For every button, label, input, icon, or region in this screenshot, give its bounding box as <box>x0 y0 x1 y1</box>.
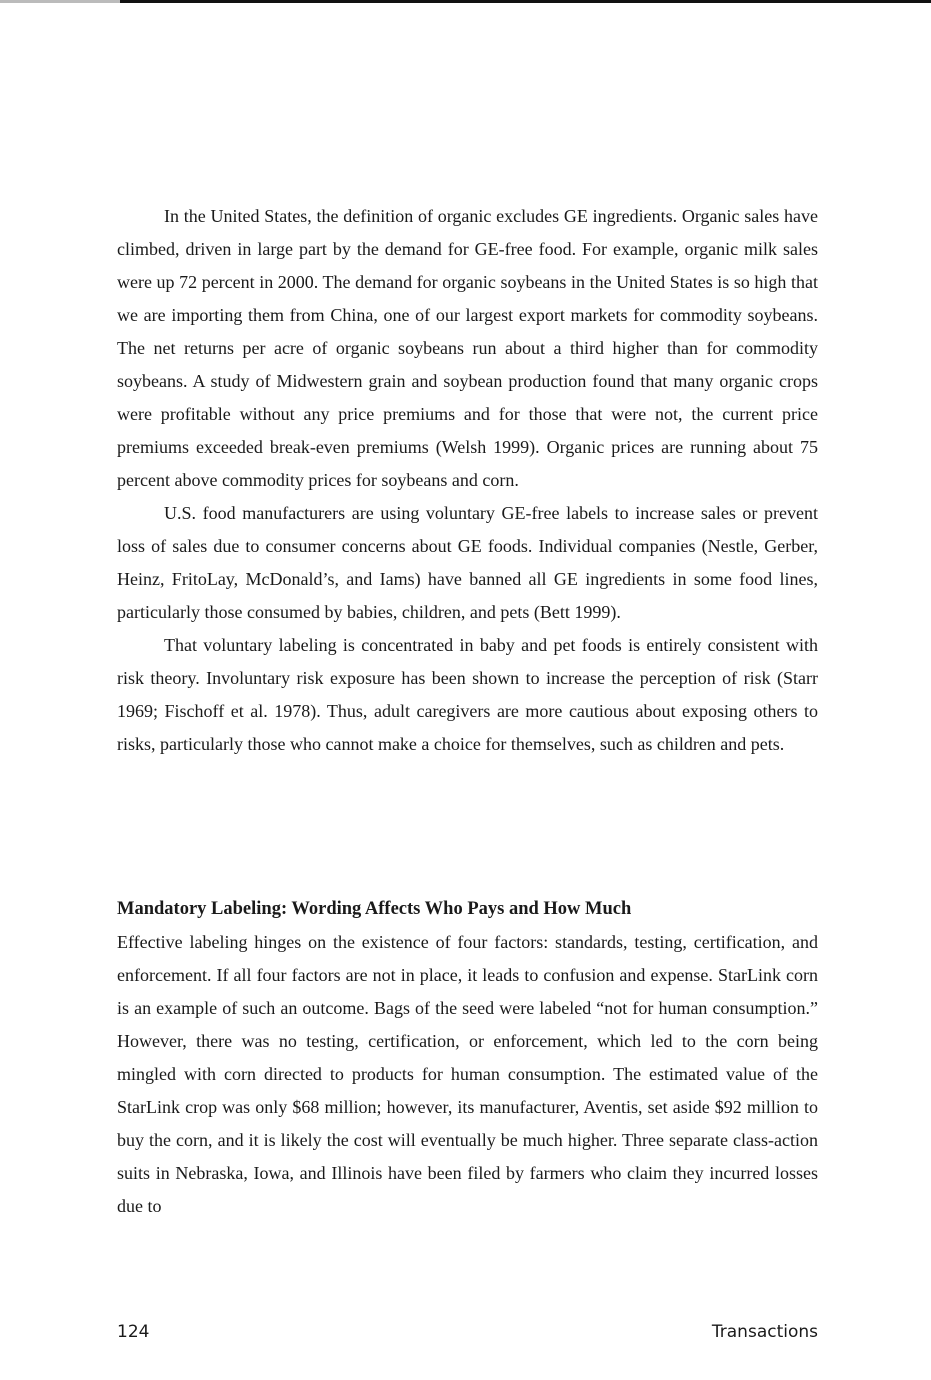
paragraph-organic-sales: In the United States, the definition of organic excludes GE ingredients. Organic sales have climbed, driven in large part by the demand for GE-free food. For example, organic milk sales were up 72 percent in 2000. The demand for organic soybeans in the United States is so high that we are importing them from China, one of our largest export markets for commodity soybeans. The net returns per acre of organic soybeans run about a third higher than for commodity soybeans. A study of Midwestern grain and soybean production found that many organic crops were profitable without any price premiums and for those that were not, the current price premiums exceeded break-even premiums (Welsh 1999). Organic prices are running about 75 percent above commodity prices for soybeans and corn. <box>117 206 818 490</box>
section-mandatory-labeling <box>117 893 818 1223</box>
page-number: 124 <box>117 1322 150 1342</box>
paragraph-effective-labeling: Effective labeling hinges on the existence of four factors: standards, testing, certification, and enforcement. If all four factors are not in place, it leads to confusion and expense. StarLink corn is an example of such an outcome. Bags of the seed were labeled “not for human consumption.” However, there was no testing, certification, or enforcement, which led to the corn being mingled with corn directed to products for human consumption. The estimated value of the StarLink crop was only $68 million; however, its manufacturer, Aventis, set aside $92 million to buy the corn, and it is likely the cost will eventually be much higher. Three separate class-action suits in Nebraska, Iowa, and Illinois have been filed by farmers who claim they incurred losses due to <box>117 932 818 1216</box>
running-title: Transactions <box>711 1322 818 1342</box>
paragraph-risk-theory: That voluntary labeling is concentrated in baby and pet foods is entirely consistent with risk theory. Involuntary risk exposure has been shown to increase the perception of risk (Starr 1969; Fischoff et al. 1978). Thus, adult caregivers are more cautious about exposing others to risks, particularly those who cannot make a choice for themselves, such as children and pets. <box>117 635 818 754</box>
paragraph-voluntary-labels: U.S. food manufacturers are using voluntary GE-free labels to increase sales or prevent loss of sales due to consumer concerns about GE foods. Individual companies (Nestle, Gerber, Heinz, FritoLay, McDonald’s, and Iams) have banned all GE ingredients in some food lines, particularly those consumed by babies, children, and pets (Bett 1999). <box>117 503 818 622</box>
section-heading: Mandatory Labeling: Wording Affects Who Pays and How Much <box>117 899 632 919</box>
top-rule <box>0 0 931 3</box>
body-text <box>117 200 818 761</box>
